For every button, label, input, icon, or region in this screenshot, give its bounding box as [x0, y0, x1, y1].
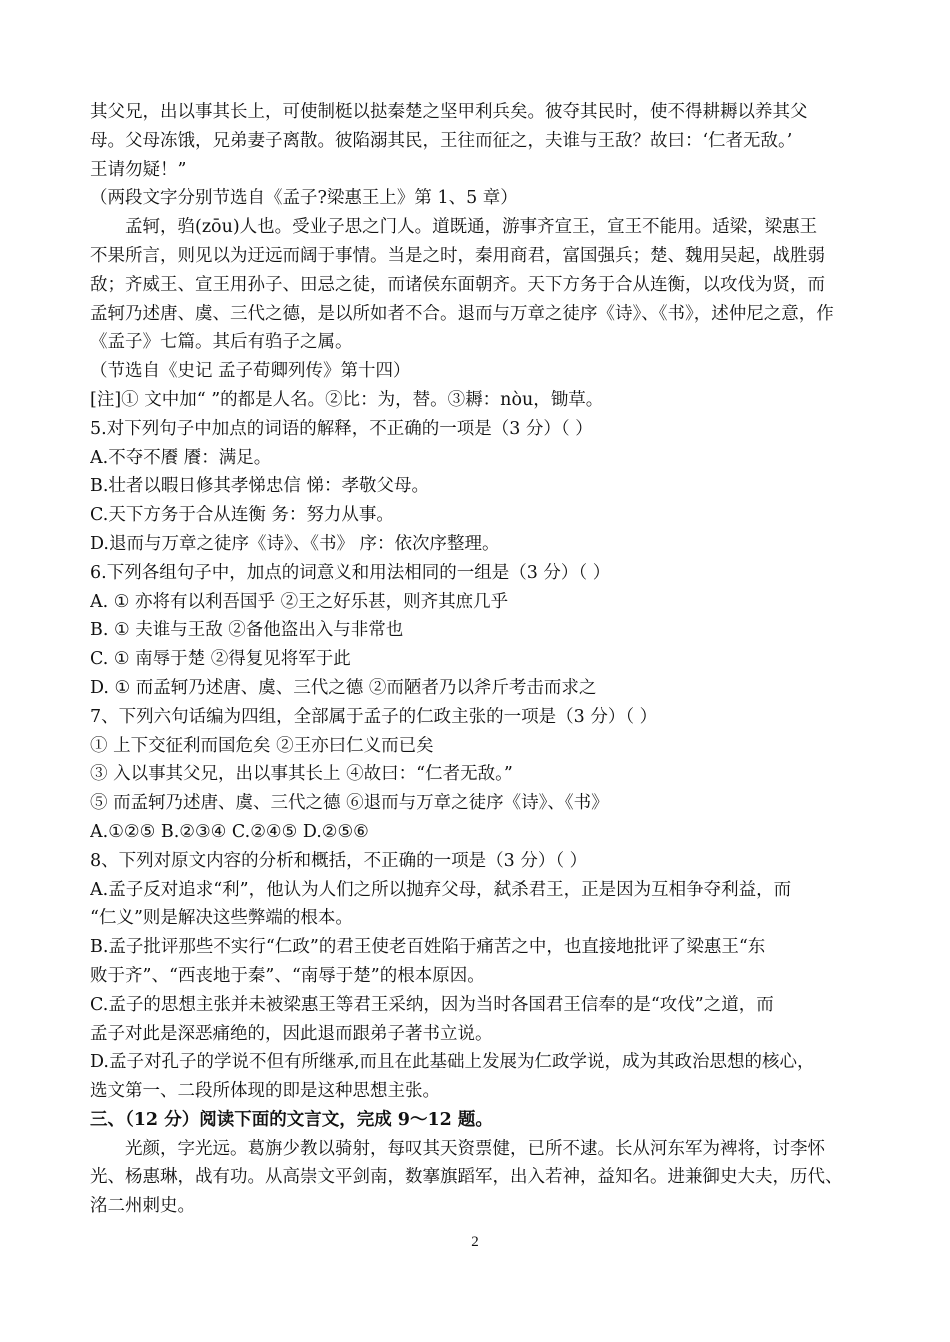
option-line: 选文第一、二段所体现的即是这种思想主张。 [90, 1081, 440, 1102]
text-line: 孟轲，驺(zōu)人也。受业子思之门人。道既通，游事齐宣王，宣王不能用。适梁，梁惠王 [125, 217, 818, 238]
text-line: 《孟子》七篇。其后有驺子之属。 [90, 332, 353, 353]
option-line: D. ① 而孟轲乃述唐、虞、三代之德 ②而陋者乃以斧斤考击而求之 [90, 677, 597, 698]
option-line: D.退而与万章之徒序《诗》、《书》 序：依次序整理。 [90, 533, 500, 554]
option-line: 败于齐”、“西丧地于秦”、“南辱于楚”的根本原因。 [90, 965, 485, 986]
option-line: B. ① 夫谁与王敌 ②备他盗出入与非常也 [90, 620, 404, 641]
answer-choices: A.①②⑤ B.②③④ C.②④⑤ D.②⑤⑥ [90, 821, 369, 842]
text-line: 孟轲乃述唐、虞、三代之德，是以所如者不合。退而与万章之徒序《诗》、《书》，述仲尼之意，作 [90, 303, 834, 324]
option-line: A. ① 亦将有以利吾国乎 ②王之好乐甚，则齐其庶几乎 [90, 591, 509, 612]
document-body [90, 98, 870, 1221]
text-line: 敌；齐威王、宣王用孙子、田忌之徒，而诸侯东面朝齐。天下方务于合从连衡，以攻伐为贤，而 [90, 274, 825, 295]
option-line: B.壮者以暇日修其孝悌忠信 悌：孝敬父母。 [90, 476, 429, 497]
option-line: ① 上下交征利而国危矣 ②王亦曰仁义而已矣 [90, 735, 434, 756]
option-line: C. ① 南辱于楚 ②得复见将军于此 [90, 649, 351, 670]
option-line: A.不夺不餍 餍：满足。 [90, 447, 272, 468]
option-line: ⑤ 而孟轲乃述唐、虞、三代之德 ⑥退而与万章之徒序《诗》、《书》 [90, 793, 609, 814]
source-note: （节选自《史记 孟子荀卿列传》第十四） [90, 361, 411, 382]
option-line: ③ 入以事其父兄，出以事其长上 ④故曰：“仁者无敌。” [90, 764, 513, 785]
option-line: D.孟子对孔子的学说不但有所继承,而且在此基础上发展为仁政学说，成为其政治思想的核心， [90, 1052, 815, 1073]
question-8: 8、下列对原文内容的分析和概括，不正确的一项是（3 分）（ ） [90, 850, 588, 871]
section-heading: 三、（12 分）阅读下面的文言文，完成 9～12 题。 [90, 1109, 493, 1130]
option-line: 孟子对此是深恶痛绝的，因此退而跟弟子著书立说。 [90, 1023, 493, 1044]
text-line: 光、杨惠琳，战有功。从高崇文平剑南，数搴旗蹈军，出入若神，益知名。进兼御史大夫，历代、 [90, 1167, 843, 1188]
page-number: 2 [471, 1234, 479, 1250]
option-line: C.天下方务于合从连衡 务：努力从事。 [90, 505, 394, 526]
option-line: C.孟子的思想主张并未被梁惠王等君王采纳，因为当时各国君王信奉的是“攻伐”之道，而 [90, 994, 774, 1015]
annotation-note: [注]① 文中加“ ”的都是人名。②比：为，替。③耨：nòu，锄草。 [90, 389, 604, 410]
text-line: 光颜，字光远。葛旃少教以骑射，每叹其天资票健，已所不逮。长从河东军为裨将，讨李怀 [125, 1138, 825, 1159]
text-line: 不果所言，则见以为迂远而阔于事情。当是之时，秦用商君，富国强兵；楚、魏用吴起，战胜弱 [90, 245, 825, 266]
question-7: 7、下列六句话编为四组，全部属于孟子的仁政主张的一项是（3 分）（ ） [90, 706, 658, 727]
question-6: 6.下列各组句子中，加点的词意义和用法相同的一组是（3 分）（ ） [90, 562, 611, 583]
option-line: B.孟子批评那些不实行“仁政”的君王使老百姓陷于痛苦之中，也直接地批评了梁惠王“东 [90, 937, 766, 958]
text-line: 王请勿疑！” [90, 159, 187, 180]
text-line: 其父兄，出以事其长上，可使制梃以挞秦楚之坚甲利兵矣。彼夺其民时，使不得耕耨以养其父 [90, 102, 808, 122]
question-5: 5.对下列句子中加点的词语的解释，不正确的一项是（3 分）（ ） [90, 418, 593, 439]
option-line: “仁义”则是解决这些弊端的根本。 [90, 908, 353, 929]
text-line: 洺二州刺史。 [90, 1196, 195, 1217]
option-line: A.孟子反对追求“利”，他认为人们之所以抛弃父母，弑杀君王，正是因为互相争夺利益，而 [90, 879, 792, 900]
text-line: 母。父母冻饿，兄弟妻子离散。彼陷溺其民，王往而征之，夫谁与王敌？故曰：‘仁者无敌。’ [90, 130, 793, 151]
source-note: （两段文字分别节选自《孟子?梁惠王上》第 1、5 章） [90, 188, 518, 209]
